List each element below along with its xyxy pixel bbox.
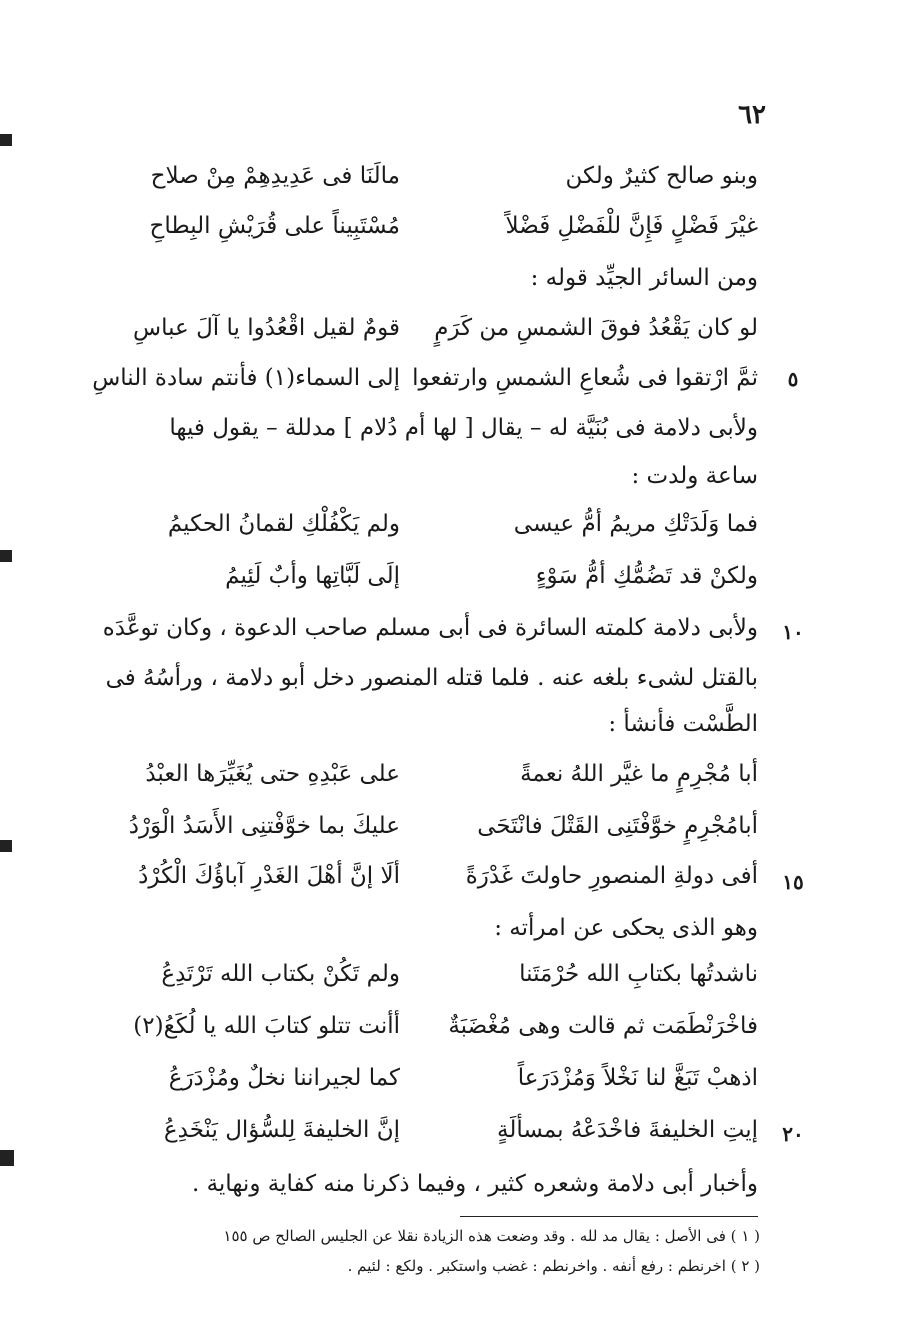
prose-line: الطَّسْت فأنشأ :: [608, 711, 758, 737]
verse-right-hemistich: اذهبْ تَبَغَّ لنا نَخْلاً وَمُزْدَرَعاً: [517, 1065, 758, 1091]
verse-right-hemistich: ناشدتُها بكتابِ الله حُرْمَتَنا: [519, 961, 758, 987]
verse-right-hemistich: ثمَّ ارْتقوا فى شُعاعِ الشمسِ وارتفعوا: [412, 365, 758, 391]
verse-right-hemistich: أفى دولةِ المنصورِ حاولتَ غَدْرَةً: [465, 863, 758, 889]
line-number: ١٥: [782, 870, 804, 894]
prose-line: ولأبى دلامة فى بُنَيَّة له – يقال [ لها أم دُلام ] مدللة – يقول فيها: [169, 415, 758, 441]
verse-right-hemistich: ولكنْ قد تَضُمُّكِ أمُّ سَوْءٍ: [535, 563, 758, 589]
verse-left-hemistich: إلى السماء(١) فأنتم سادة الناسِ: [92, 365, 400, 391]
prose-line: ساعة ولدت :: [631, 463, 758, 489]
verse-left-hemistich: على عَبْدِهِ حتى يُغَيِّرَها العبْدُ: [145, 761, 400, 787]
footnote: ( ٢ ) اخرنطم : رفع أنفه . واخرنطم : غضب واستكبر . ولكع : لئيم .: [347, 1257, 760, 1275]
prose-line: ولأبى دلامة كلمته السائرة فى أبى مسلم صاحب الدعوة ، وكان توعَّدَه: [102, 615, 758, 641]
verse-left-hemistich: عليكَ بما خوَّفْتنِى الأَسَدُ الْوَرْدُ: [128, 813, 400, 839]
scan-edge-mark: [0, 134, 12, 146]
line-number: ١٠: [782, 620, 804, 644]
verse-right-hemistich: وبنو صالح كثيرٌ ولكن: [565, 163, 758, 189]
verse-left-hemistich: كما لجيراننا نخلٌ ومُزْدَرَعُ: [168, 1065, 400, 1091]
verse-left-hemistich: مالَنَا فى عَدِيدِهِمْ مِنْ صلاح: [150, 163, 400, 189]
verse-left-hemistich: إلَى لَبَّاتِها وأبٌ لَئِيمُ: [225, 563, 400, 589]
scan-edge-mark: [0, 1150, 14, 1166]
footnote-separator: [460, 1216, 758, 1217]
scan-edge-mark: [0, 840, 12, 852]
footnote: ( ١ ) فى الأصل : يقال مد لله . وقد وضعت هذه الزيادة نقلا عن الجليس الصالح ص ١٥٥: [223, 1227, 760, 1245]
verse-left-hemistich: ولم يَكْفُلْكِ لقمانُ الحكيمُ: [167, 511, 400, 537]
verse-left-hemistich: أأنت تتلو كتابَ الله يا لُكَعُ(٢): [133, 1013, 400, 1039]
verse-left-hemistich: إنَّ الخليفةَ لِلسُّؤال يَنْخَدِعُ: [163, 1117, 400, 1143]
verse-right-hemistich: لو كان يَقْعُدُ فوقَ الشمسِ من كَرَمٍ: [434, 315, 758, 341]
scan-edge-mark: [0, 550, 12, 562]
verse-right-hemistich: فاخْرَنْطَمَت ثم قالت وهى مُغْضَبَةٌ: [448, 1013, 758, 1039]
verse-left-hemistich: ولم تَكُنْ بكتاب الله تَرْتَدِعُ: [161, 961, 400, 987]
line-number: ٢٠: [782, 1122, 804, 1146]
verse-left-hemistich: مُسْتَبِيناً على قُرَيْشِ البِطاحِ: [149, 213, 400, 239]
verse-right-hemistich: إيتِ الخليفةَ فاخْدَعْهُ بمسألَةٍ: [497, 1117, 758, 1143]
line-number: ٥: [787, 367, 799, 391]
verse-right-hemistich: أبامُجْرِمٍ خوَّفْتَنِى القَتْلَ فانْتَحَى: [477, 813, 758, 839]
verse-left-hemistich: قومٌ لقيل اقْعُدُوا يا آلَ عباسِ: [133, 315, 400, 341]
verse-right-hemistich: غيْرَ فَضْلٍ فَإِنَّ للْفَضْلِ فَضْلاً: [505, 213, 758, 239]
page-number: ٦٢: [738, 100, 766, 130]
prose-line: وهو الذى يحكى عن امرأته :: [494, 915, 758, 941]
verse-left-hemistich: ألَا إنَّ أهْلَ الغَدْرِ آباؤُكَ الْكُرْدُ: [138, 863, 400, 889]
prose-line: وأخبار أبى دلامة وشعره كثير ، وفيما ذكرنا منه كفاية ونهاية .: [191, 1171, 758, 1197]
verse-right-hemistich: فما وَلَدَتْكِ مريمُ أمُّ عيسى: [513, 511, 758, 537]
prose-line: بالقتل لشىء بلغه عنه . فلما قتله المنصور دخل أبو دلامة ، ورأسُهُ فى: [105, 665, 758, 691]
verse-right-hemistich: أبا مُجْرِمٍ ما غيَّر اللهُ نعمةً: [520, 761, 758, 787]
prose-line: ومن السائر الجيِّد قوله :: [530, 265, 758, 291]
